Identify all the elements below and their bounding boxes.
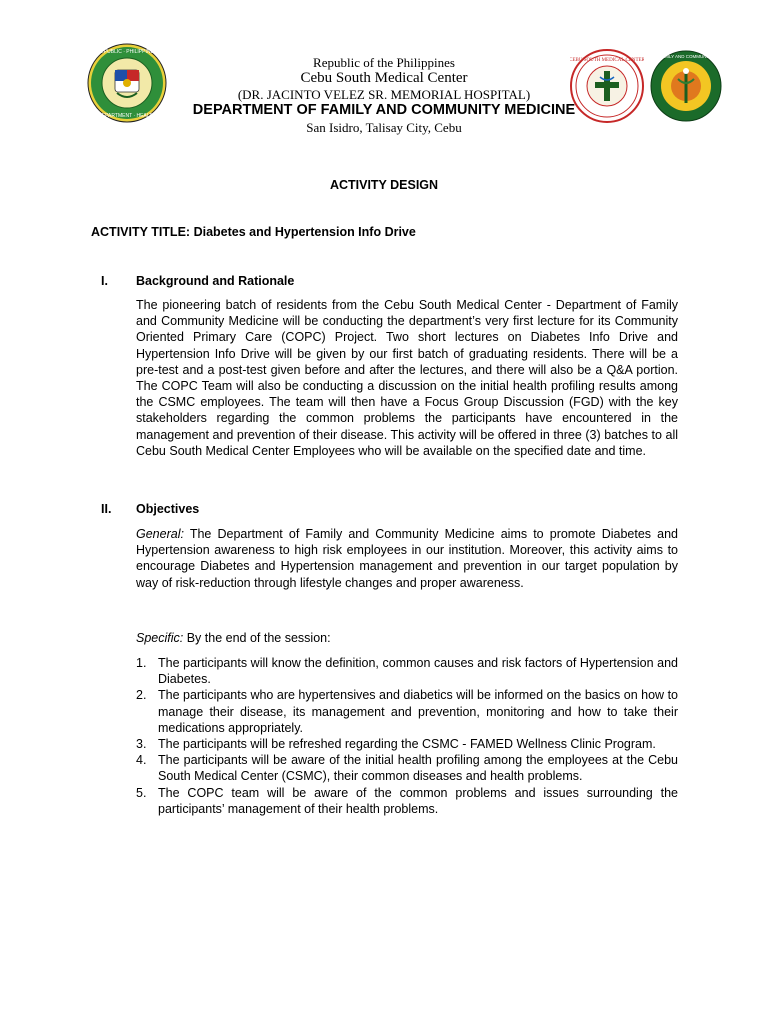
section-title-objectives: Objectives — [136, 502, 200, 516]
svg-text:REPUBLIC · PHILIPPINES: REPUBLIC · PHILIPPINES — [96, 49, 158, 55]
section-title-background: Background and Rationale — [136, 274, 295, 288]
header-republic: Republic of the Philippines — [313, 55, 455, 70]
general-objective-paragraph — [136, 526, 678, 591]
list-item-number: 5. — [136, 785, 147, 800]
header-center-name: Cebu South Medical Center — [300, 70, 468, 86]
activity-title-line — [91, 225, 416, 239]
svg-text:FAMILY AND COMMUNITY: FAMILY AND COMMUNITY — [658, 54, 714, 59]
specific-text: By the end of the session: — [183, 631, 331, 645]
specific-label: Specific: — [136, 631, 184, 645]
svg-text:DEPARTMENT · HEALTH: DEPARTMENT · HEALTH — [98, 113, 156, 119]
header-department: DEPARTMENT OF FAMILY AND COMMUNITY MEDICINE — [192, 102, 576, 118]
list-item — [136, 785, 678, 817]
list-item-text: The COPC team will be aware of the common problems and issues surrounding the participants’ management of their health problems. — [158, 785, 678, 816]
list-item-text: The participants will be aware of the initial health profiling among the employees at the Cebu South Medical Center (CSMC), their common diseases and health problems. — [158, 753, 678, 784]
specific-objective-intro — [136, 630, 678, 646]
list-item-text: The participants will be refreshed regarding the CSMC - FAMED Wellness Clinic Program. — [158, 737, 656, 752]
general-text: The Department of Family and Community Medicine aims to promote Diabetes and Hypertension awareness to high risk employees in our institution. Moreover, this activity aims to encourage Diabetes and Hypertension management and prevention in our target population by way of risk-reduction through lifestyle changes and proper awareness. — [136, 527, 678, 590]
specific-objectives-list — [136, 655, 678, 817]
section-number-2: II. — [101, 502, 112, 516]
list-item — [136, 655, 678, 687]
list-item-text: The participants will know the definition, common causes and risk factors of Hypertension and Diabetes. — [158, 656, 678, 687]
section-number-1: I. — [101, 274, 108, 288]
list-item-number: 2. — [136, 688, 147, 703]
activity-title-value: Diabetes and Hypertension Info Drive — [193, 225, 416, 239]
list-item — [136, 752, 678, 784]
list-item-number: 3. — [136, 737, 147, 752]
general-label: General: — [136, 527, 184, 541]
header-address: San Isidro, Talisay City, Cebu — [306, 120, 462, 135]
list-item-number: 4. — [136, 753, 147, 768]
background-paragraph: The pioneering batch of residents from the Cebu South Medical Center - Department of Family and Community Medicine will be conducting the department’s very first lecture for its Community Oriented Primary Care (COPC) Project. Two short lectures on Diabetes Info Drive and Hypertension Info Drive will be given by our first batch of graduating residents. There will be a pre-test and a post-test given before and after the lectures, and there will also be a Q&A portion. The COPC Team will also be conducting a discussion on the initial health profiling results among the CSMC employees. The team will then have a Focus Group Discussion (FGD) with the key stakeholders regarding the common problems the participants have encountered in the management and prevention of their disease. This activity will be offered in three (3) batches to all Cebu South Medical Center Employees who will be available on the specified date and time. — [136, 298, 678, 458]
list-item-text: The participants who are hypertensives and diabetics will be informed on the basics on how to manage their disease, its management and prevention, monitoring and how to take their medications appropriately. — [158, 688, 678, 735]
header-hospital-name: (DR. JACINTO VELEZ SR. MEMORIAL HOSPITAL) — [237, 87, 531, 102]
list-item — [136, 687, 678, 736]
list-item — [136, 736, 678, 752]
document-title: ACTIVITY DESIGN — [329, 178, 439, 192]
list-item-number: 1. — [136, 656, 147, 670]
svg-text:CEBU SOUTH MEDICAL CENTER: CEBU SOUTH MEDICAL CENTER — [570, 58, 644, 63]
activity-title-label: ACTIVITY TITLE: — [91, 225, 191, 239]
